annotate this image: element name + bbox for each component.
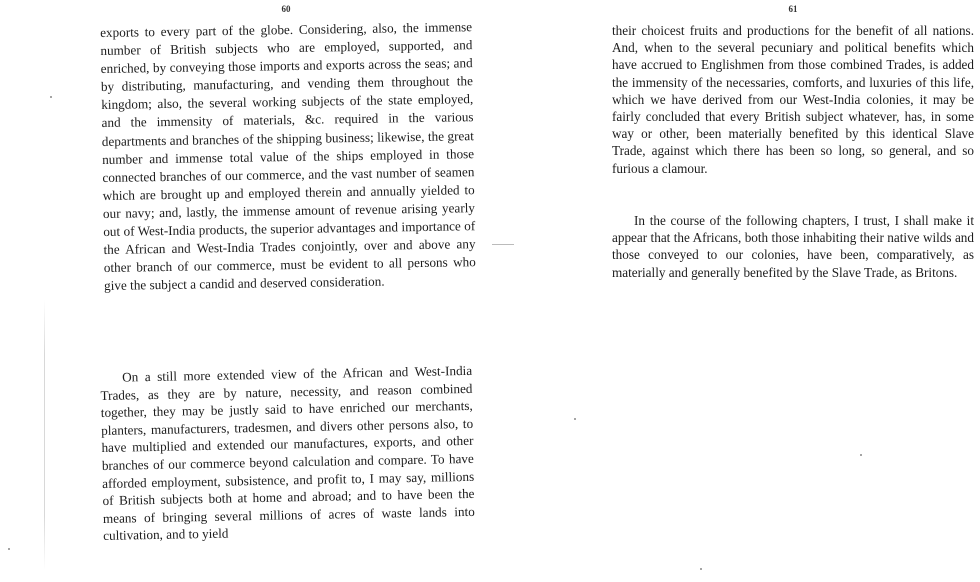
- gutter-mark: [492, 244, 514, 245]
- paragraph: On a still more extended view of the African and West-India Trades, as they are by nature, necessity, and reason combined together, they may be justly said to have enriched our merchants, planters, manufacturers, tradesmen, and divers other persons also, to have multiplied and extended our manufactures, exports, and other branches of our commerce beyond calculation and compare. To have afforded employment, subsistence, and profit to, I may say, millions of British subjects both at home and abroad; and to have been the means of bringing several millions of acres of waste lands into cultivation, and to yield: [100, 362, 475, 544]
- paper-speck: [860, 454, 862, 456]
- paragraph: In the course of the following chapters, I trust, I shall make it appear that the Africans, both those inhabiting their native wilds and those conveyed to our colonies, have been, comparatively, as materially and generally benefited by the Slave Trade, as Britons.: [612, 213, 974, 280]
- paper-speck: [8, 548, 10, 550]
- paragraph: exports to every part of the globe. Considering, also, the immense number of British subjects who are employed, supported, and enriched, by conveying those imports and exports across the seas; and by distributing, manufacturing, and vending them throughout the kingdom; also, the several working subjects of the state employed, and the immensity of materials, &c. required in the various departments and branches of the shipping business; likewise, the great number and immense total value of the ships employed in those connected branches of our commerce, and the vast number of seamen which are brought up and employed therein and annually yielded to our navy; and, lastly, the immense amount of revenue arising yearly out of West-India products, the superior advantages and importance of the African and West-India Trades conjointly, over and above any other branch of our commerce, must be evident to all persons who give the subject a candid and deserved consideration.: [100, 19, 476, 294]
- paragraph: their choicest fruits and productions for the benefit of all nations. And, when to the several pecuniary and political benefits which have accrued to Englishmen from those combined Trades, is added the immensity of the necessaries, comforts, and luxuries of this life, which we have derived from our West-India colonies, it may be fairly concluded that every British subject whatever, has, in some way or other, been materially benefited by this identical Slave Trade, against which there has been so long, so general, and so furious a clamour.: [612, 23, 974, 176]
- page-number: 61: [788, 4, 798, 14]
- paper-speck: [700, 568, 702, 570]
- paper-speck: [574, 418, 576, 420]
- page-spine-shadow: [44, 300, 45, 570]
- page-number: 60: [281, 4, 291, 14]
- paper-speck: [50, 96, 52, 98]
